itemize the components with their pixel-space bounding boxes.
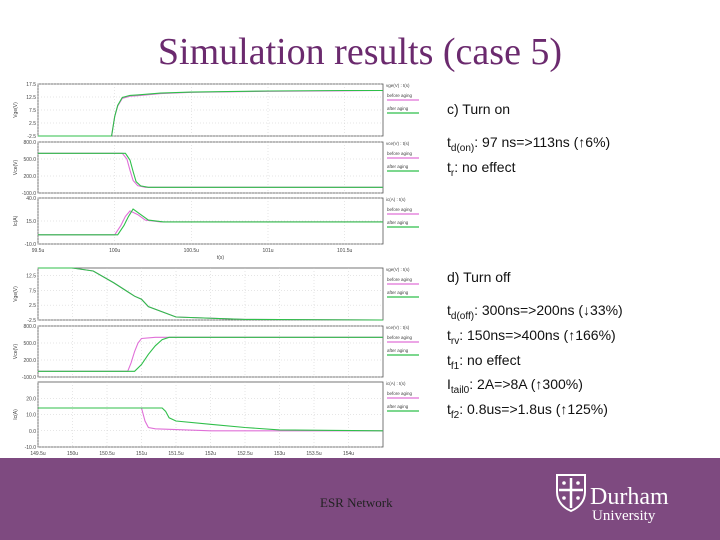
- footer-bar: [0, 458, 720, 540]
- turn-off-delay-note: $t_{d(off)}$: 300ns=>200ns (↓33%): [447, 302, 623, 322]
- y-axis-label: Ic(A): [13, 215, 19, 227]
- x-tick-label: 101u: [262, 248, 274, 254]
- turn-off-heading: d) Turn off: [447, 269, 511, 285]
- logo-name: Durham: [590, 484, 669, 510]
- legend-label: after aging: [387, 164, 409, 169]
- x-axis-label: t(s): [216, 255, 225, 261]
- legend-label: before aging: [387, 391, 413, 396]
- y-axis-label: Vce(V): [13, 343, 19, 360]
- slide-title: Simulation results (case 5): [157, 31, 563, 73]
- y-axis-label: Vge(V): [13, 286, 19, 302]
- y-tick-label: 10.0: [26, 412, 36, 419]
- x-tick-label: 100u: [109, 248, 121, 254]
- plot-area: [38, 142, 383, 193]
- legend-label: after aging: [387, 290, 409, 295]
- x-tick-label: 152u: [204, 451, 217, 457]
- signal-label: ic(A) : t(s): [386, 381, 406, 386]
- x-tick-label: 100.5u: [183, 248, 199, 254]
- y-tick-label: 12.5: [26, 95, 36, 101]
- x-tick-label: 152.5u: [237, 451, 253, 457]
- plot-area: [38, 326, 383, 377]
- x-tick-label: 153u: [273, 451, 286, 457]
- y-tick-label: -10.0: [24, 445, 36, 451]
- legend-label: after aging: [387, 106, 409, 111]
- signal-label: vge(V) : t(s): [386, 267, 410, 272]
- y-tick-label: -2.5: [27, 134, 36, 140]
- legend-label: after aging: [387, 348, 409, 353]
- turn-on-waveform-chart: [8, 78, 444, 268]
- y-axis-label: Vge(V): [13, 102, 19, 118]
- footer-network-label: ESR Network: [320, 495, 393, 510]
- x-tick-label: 99.5u: [31, 248, 45, 254]
- plot-area: [38, 268, 383, 320]
- legend-label: before aging: [387, 277, 413, 282]
- y-tick-label: 7.5: [29, 288, 36, 295]
- signal-label: vge(V) : t(s): [386, 83, 410, 88]
- y-tick-label: 800.0: [23, 324, 36, 330]
- legend-label: before aging: [387, 207, 413, 212]
- legend-label: after aging: [387, 404, 409, 409]
- y-tick-label: 20.0: [26, 396, 36, 403]
- legend-label: after aging: [387, 220, 409, 225]
- y-tick-label: 800.0: [23, 140, 36, 146]
- turn-off-fall2-note: $t_{f2}$: 0.8us=>1.8us (↑125%): [447, 401, 608, 421]
- y-tick-label: 200.0: [23, 174, 36, 180]
- x-tick-label: 153.5u: [306, 451, 322, 457]
- signal-label: vce(V) : t(s): [386, 141, 410, 146]
- turn-off-tail-current-note: $I_{tail0}$: 2A=>8A (↑300%): [447, 376, 583, 397]
- turn-off-fall1-note: $t_{f1}$: no effect: [447, 351, 521, 372]
- y-tick-label: -2.5: [27, 318, 36, 324]
- y-axis-label: Ic(A): [13, 409, 19, 420]
- x-tick-label: 149.5u: [30, 451, 46, 457]
- y-tick-label: 200.0: [23, 358, 36, 364]
- signal-label: vce(V) : t(s): [386, 325, 410, 330]
- x-tick-label: 151.5u: [168, 451, 184, 457]
- y-tick-label: 7.5: [29, 108, 36, 114]
- x-tick-label: 154u: [342, 451, 355, 457]
- y-tick-label: 500.0: [23, 157, 36, 163]
- y-tick-label: -100.0: [21, 375, 36, 381]
- y-tick-label: 2.5: [29, 121, 36, 127]
- x-tick-label: 101.5u: [337, 248, 353, 254]
- y-tick-label: 15.0: [26, 219, 36, 225]
- y-tick-label: -100.0: [21, 191, 36, 197]
- durham-shield-icon: [556, 474, 586, 512]
- y-tick-label: -10.0: [24, 242, 36, 248]
- y-axis-label: Vce(V): [13, 159, 19, 176]
- y-tick-label: 40.0: [26, 196, 36, 202]
- y-tick-label: 17.5: [26, 82, 36, 88]
- logo-subtitle: University: [592, 508, 656, 524]
- y-tick-label: 2.5: [29, 303, 36, 310]
- turn-on-notes: [447, 100, 610, 183]
- x-tick-label: 150.5u: [99, 451, 115, 457]
- signal-label: ic(A) : t(s): [386, 197, 406, 202]
- legend-label: before aging: [387, 151, 413, 156]
- turn-off-notes: [447, 268, 623, 425]
- turn-on-heading: c) Turn on: [447, 101, 511, 117]
- turn-off-waveform-chart: [8, 262, 444, 462]
- turn-on-delay-note: $t_{d(on)}$: 97 ns=>113ns (↑6%): [447, 134, 611, 154]
- y-tick-label: 0.0: [29, 428, 36, 435]
- turn-on-rise-note: $t_r$: no effect: [447, 158, 516, 179]
- x-tick-label: 150u: [66, 451, 79, 457]
- legend-label: before aging: [387, 93, 413, 98]
- y-tick-label: 12.5: [26, 273, 36, 280]
- y-tick-label: 500.0: [23, 341, 36, 347]
- legend-label: before aging: [387, 335, 413, 340]
- turn-off-voltage-rise-note: $t_{rv}$: 150ns=>400ns (↑166%): [447, 326, 616, 347]
- x-tick-label: 151u: [135, 451, 148, 457]
